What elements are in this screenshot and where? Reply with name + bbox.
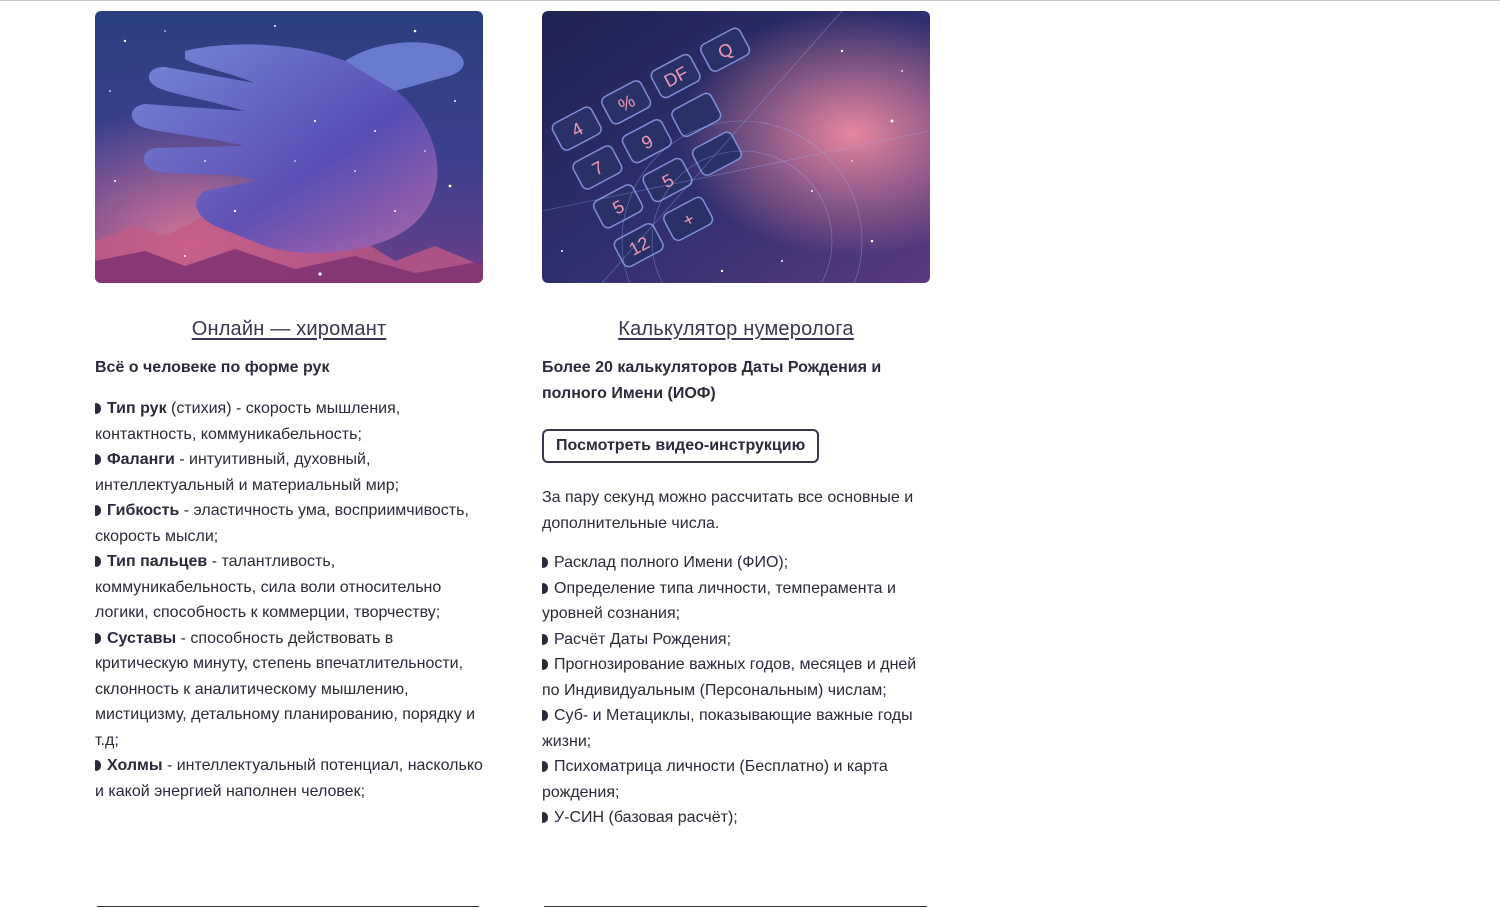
keypad-label: 5 [658, 169, 678, 193]
bullet-icon [542, 812, 548, 823]
bullet-icon [95, 403, 101, 414]
list-item: Определение типа личности, темперамента и уровней сознания; [542, 579, 896, 622]
numerology-card [542, 11, 930, 831]
list-item: Психоматрица личности (Бесплатно) и карта рождения; [542, 758, 888, 801]
list-item: Тип рук (стихия) - скорость мышления, контактность, коммуникабельность; [95, 400, 401, 443]
list-item: Фаланги - интуитивный, духовный, интеллектуальный и материальный мир; [95, 451, 400, 494]
list-item: Прогнозирование важных годов, месяцев и дней по Индивидуальным (Персональным) числам; [542, 656, 917, 699]
numerology-title-link[interactable]: Калькулятор нумеролога [618, 318, 854, 340]
list-item: У-СИН (базовая расчёт); [542, 805, 930, 831]
bullet-icon [542, 634, 548, 645]
bullet-icon [542, 710, 548, 721]
palmistry-subtitle: Всё о человеке по форме рук [95, 359, 330, 376]
numerology-image[interactable] [542, 11, 930, 283]
keypad-label: 4 [568, 118, 587, 141]
bullet-icon [542, 659, 548, 670]
keypad-label: % [614, 90, 639, 116]
keypad-label: 7 [588, 157, 607, 180]
cosmic-calculator-illustration [542, 11, 930, 283]
bullet-icon [95, 505, 101, 516]
palmistry-title-link[interactable]: Онлайн — хиромант [191, 318, 387, 340]
numerology-subtitle: Более 20 калькуляторов Даты Рождения и полного Имени (ИОФ) [542, 359, 882, 402]
bullet-icon [95, 760, 101, 771]
keypad-label: DF [660, 62, 692, 92]
list-item: Тип пальцев - талантливость, коммуникабельность, сила воли относительно логики, способность к коммерции, творчеству; [95, 553, 442, 621]
list-item: Расклад полного Имени (ФИО); [542, 550, 930, 576]
keypad-label: + [679, 208, 698, 232]
bullet-icon [95, 633, 101, 644]
list-item: Холмы - интеллектуальный потенциал, насколько и какой энергией наполнен человек; [95, 757, 483, 800]
bullet-icon [95, 454, 101, 465]
keypad-label: 12 [625, 232, 653, 260]
bullet-icon [542, 557, 548, 568]
list-item: Суставы - способность действовать в критическую минуту, степень впечатлительности, склонность к аналитическому мышлению, мистицизму, детальному планированию, порядку и т.д; [95, 629, 476, 749]
keypad-label: 9 [638, 130, 657, 154]
palmistry-feature-list [95, 396, 483, 804]
bullet-icon [95, 556, 101, 567]
numerology-feature-list [542, 550, 930, 831]
bullet-icon [542, 583, 548, 594]
list-item: Гибкость - эластичность ума, восприимчивость, скорость мысли; [95, 502, 469, 545]
list-item: Расчёт Даты Рождения; [542, 627, 930, 653]
bullet-icon [542, 761, 548, 772]
video-instruction-button[interactable]: Посмотреть видео-инструкцию [542, 429, 819, 463]
numerology-description: За пару секунд можно рассчитать все основные и дополнительные числа. [542, 489, 914, 532]
card-divider [544, 906, 927, 907]
list-item: Суб- и Метациклы, показывающие важные годы жизни; [542, 707, 913, 750]
top-border [0, 0, 1500, 1]
palmistry-image[interactable] [95, 11, 483, 283]
card-divider [97, 906, 479, 907]
cosmic-hand-illustration [95, 11, 483, 283]
keypad-label: Q [714, 38, 737, 63]
keypad-label: 5 [609, 196, 628, 219]
palmistry-card [95, 11, 483, 804]
